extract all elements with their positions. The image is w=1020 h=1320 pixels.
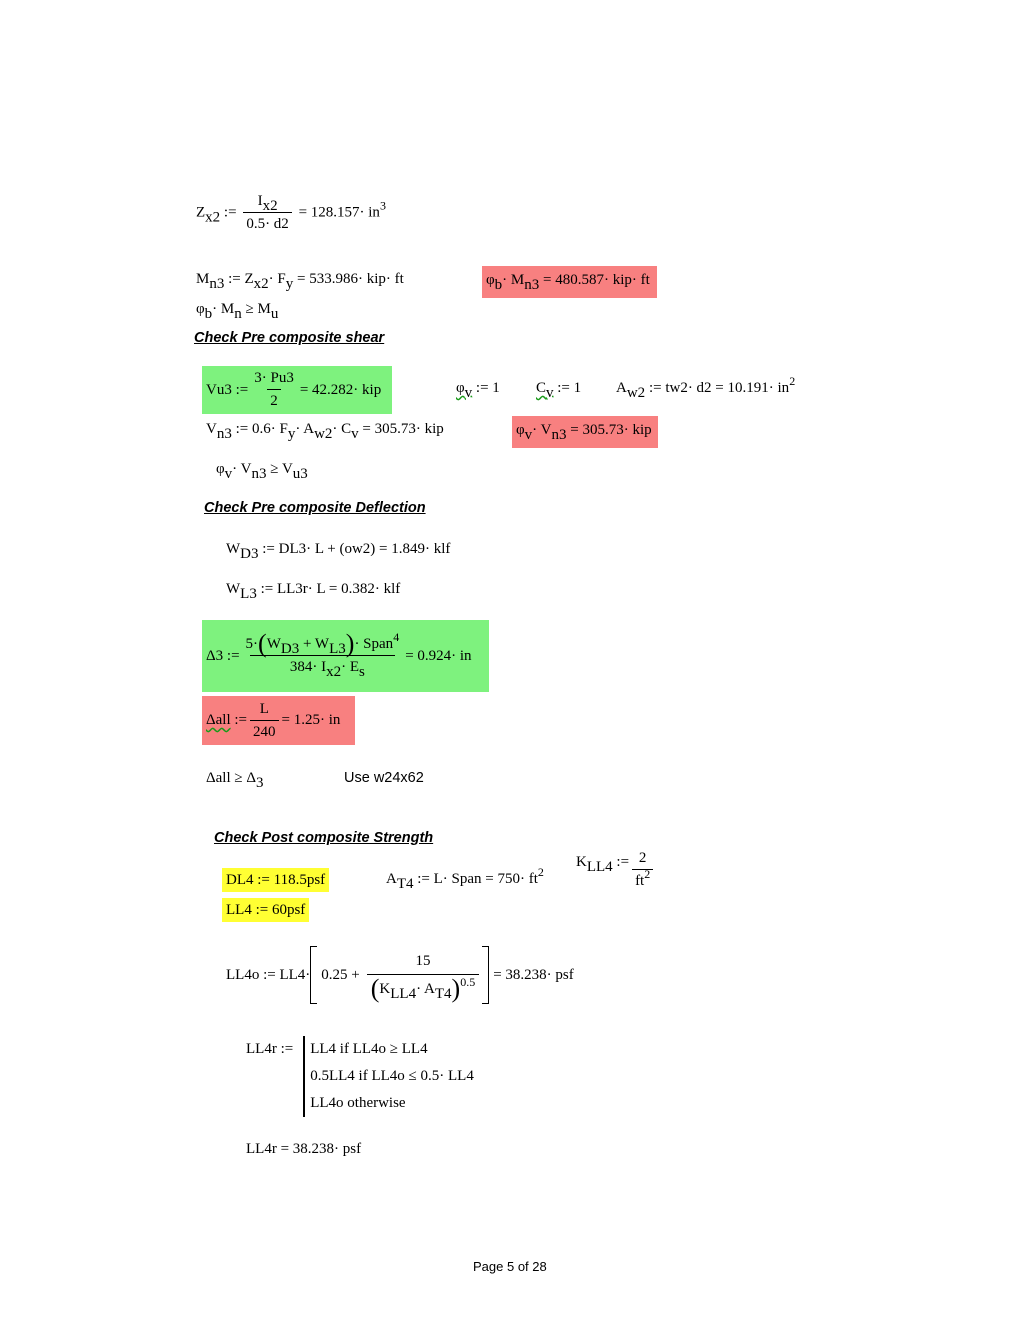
dl4-definition: DL4 := 118.5psf — [222, 868, 329, 892]
ll4r-result: LL4r = 38.238· psf — [246, 1141, 362, 1157]
kll4-equation: $K_{LL4}$ := $\frac{2}{ft^2}$ — [576, 850, 656, 890]
ll4r-case: LL4o otherwise — [310, 1095, 406, 1111]
use-section-label: Use w24x62 — [344, 770, 424, 786]
vn3-equation: $V_{n3}$ := $0.6\cdot F_y\cdot A_{w2}\cdot C_v = 305.73\cdot$ kip — [206, 421, 444, 442]
ll4o-equation: LL4o := LL4· 0.25 + $\frac{15}{(K_{LL4}\cdot A_{T4})^{0.5}}$ = 38.238· psf — [226, 946, 574, 1004]
ll4r-case: LL4 if LL4o ≥ LL4 — [310, 1041, 428, 1057]
heading-pre-composite-shear: Check Pre composite shear — [194, 330, 385, 346]
page-footer: Page 5 of 28 — [473, 1259, 547, 1274]
zx2-equation: $Z_{x2}$ := $\frac{I_{x2}}{0.5\cdot d2}$ = $128.157\cdot in^3$ — [196, 193, 386, 232]
wl3-equation: $W_{L3}$ := LL3r· L = 0.382· klf — [226, 581, 401, 602]
wd3-equation: $W_{D3}$ := DL3· L + (ow2) = 1.849· klf — [226, 541, 451, 562]
cv-definition: $C_v$ := 1 — [536, 380, 582, 401]
phiv-definition: $\varphi_v$ := 1 — [456, 380, 500, 401]
delta3-equation: Δ 3 := $\frac{5\cdot(W_{D3} + W_{L3})\cdot Span^4}{384\cdot I_{x2}\cdot E_s}$ = 0.924· in — [202, 620, 489, 692]
phiv-check: $\varphi_v\cdot V_{n3} \ge V_{u3}$ — [216, 461, 308, 482]
heading-pre-composite-deflection: Check Pre composite Deflection — [204, 500, 426, 516]
vu3-equation: V u3 := $\frac{3\cdot Pu3}{2}$ = 42.282· kip — [202, 366, 392, 414]
deltaall-check: $\Delta all \ge \Delta_3$ — [206, 770, 264, 791]
at4-equation: $A_{T4}$ := L· Span = $750\cdot ft^2$ — [386, 865, 544, 892]
heading-post-composite-strength: Check Post composite Strength — [214, 830, 434, 846]
mn3-equation: $M_{n3}$ := $Z_{x2}\cdot F_y = 533.986\cdot kip\cdot$ ft — [196, 271, 404, 292]
aw2-definition: $A_{w2}$ := $tw2\cdot d2 = 10.191\cdot in^2$ — [616, 374, 796, 401]
phiv-vn3-result: $\varphi_v\cdot V_{n3} = 305.73\cdot$ kip — [512, 416, 658, 448]
phib-check: $\varphi_b\cdot M_n \ge M_u$ — [196, 301, 279, 322]
ll4r-case: 0.5LL4 if LL4o ≤ 0.5· LL4 — [310, 1068, 474, 1084]
ll4r-definition: LL4r := LL4 if LL4o ≥ LL4 0.5LL4 if LL4o ≤ 0.5· LL4 LL4o otherwise — [246, 1036, 474, 1117]
deltaall-equation: Δall := $\frac{L}{240}$ = 1.25· in — [202, 696, 355, 745]
phib-mn3-result: $\varphi_b\cdot M_{n3} = 480.587\cdot kip\cdot$ ft — [482, 266, 657, 298]
ll4-definition: LL4 := 60psf — [222, 898, 309, 922]
ll4r-cases — [303, 1036, 474, 1117]
